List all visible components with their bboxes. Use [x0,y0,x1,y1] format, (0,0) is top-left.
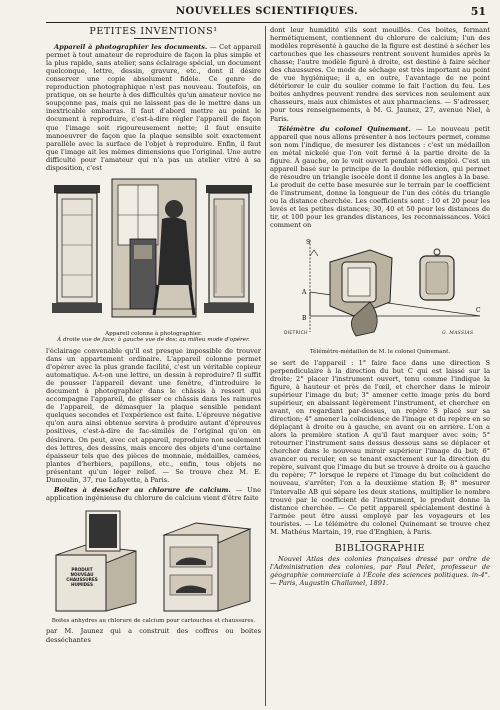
column-apparatus-back [52,185,102,313]
bibliography-entry: Nouvel Atlas des colonies françaises dressé par ordre de l'Administration des colonies, par Paul Pelet, professeur de géographie commerciale à l'École des sciences politiques. in-4°. — Paris, Augustin Challamel, 1891. [270,554,490,587]
operator-scene [112,179,196,317]
article-lead-appareil: Appareil à photographier les documents. [54,43,208,52]
right-column [270,26,490,588]
svg-text:C: C [476,307,481,315]
box-label: PRODUIT NOUVEAU CHAUSSURES HUMIDES [66,566,98,587]
article-telemetre-p1: Télémètre du colonel Quinemant. — Le nouveau petit appareil que nous allons présenter à nos lecteurs permet, comme son nom l'indique, de mesurer les distances : c'est un médaillon en métal nickelé que l'on voit fermé à la partie droite de la figure. À gauche, on le voit ouvert pendant son emploi. C'est un appareil basé sur le principe de la double réflexion, qui permet de résoudre un triangle isocèle dont il donne les angles à la base. Le produit de cette base mesurée sur le terrain par le coefficient de l'instrument, donne la longueur de l'un des côtés du triangle ou la distance cherchée. Les coefficients sont : 10 et 20 pour les levés et les petites distances; 30, 40 et 50 pour les distances de tir, et 100 pour les grandes distances, les reconnaissances. Voici comment on [270,124,490,230]
cartridge-box [56,511,136,611]
figure-boites-anhydres [46,505,261,625]
article-telemetre-p2: se sert de l'appareil : 1° faire face dans une direction S perpendiculaire à la direction du but C qui est laissé sur la droite; 2° placer l'instrument ouvert, tenu comme l'indique la figure, à hauteur et près de l'œil, et chercher dans le miroir supérieur l'image du but; 3° amener cette image près du bord supérieur, en abaissant légèrement l'instrument, et chercher en avant, en regardant par-dessus, un repère S placé sur sa direction; 4° amener la coïncidence de l'image et du repère en se déplaçant à droite ou à gauche, en avant ou en arrière. L'on a alors la première station A qu'il faut marquer avec soin; 5° retourner l'instrument sans dessus dessous sans se déplacer et chercher dans le nouveau miroir supérieur l'image du but; 6° avancer ou reculer, en se tenant exactement sur la direction du repère, suivant que l'image du but se trouve à droite ou à gauche du repère; 7° lorsque le repère et l'image du but coïncident de nouveau, s'arrêter; l'on a la deuxième station B; 8° mesurer l'intervalle AB qui sépare les deux stations, multiplier le nombre trouvé par le coefficient de l'instrument, le produit donne la distance cherchée. — Ce petit appareil spécialement destiné à l'armée peut être aussi employé par les voyageurs et les touristes. — Le télémètre du colonel Quinemant se trouve chez M. Mathéus Martain, 19, rue d'Enghien, à Paris. [270,358,490,536]
figure-caption-telemetre: Télémètre-médaillon de M. le colonel Quinemant. [309,349,451,356]
svg-text:S: S [306,239,311,247]
figure-caption: Appareil colonne à photographier. À droite vue de face; à gauche vue de dos; au milieu mode d'opérer. [57,330,250,344]
article-boites-p2: dont leur humidité s'ils sont mouillés. Ces boites, fermant hermétiquement, contiennent du chlorure de calcium; l'un des modèles représenté à gauche de la figure est destiné à sécher les cartouches que les chasseurs rentrent souvent humides après la chasse; l'autre modèle figuré à droite, est destiné à faire sécher des chaussures. Ce mode de séchage est très important au point de vue hygiénique; il a, en outre, l'avantage de ne point détériorer le cuir du soulier comme le fait l'action du feu. Les boites anhydres peuvent rendre des services non seulement aux chasseurs, mais aux chimistes et aux pharmaciens. — S'adresser, pour tous renseignements, à M. G. Jaunez, 27, avenue Niel, à Paris. [270,26,490,123]
svg-text:B: B [302,315,307,323]
running-header [46,4,488,23]
figure-telemetre [270,232,490,356]
figure-caption-boites: Boites anhydres au chlorure de calcium pour cartouches et chaussures. [51,617,256,624]
svg-text:A: A [302,289,307,297]
engraving-drying-boxes [46,505,261,617]
article-lead-telemetre: Télémètre du colonel Quinemant. [278,124,411,133]
article-boites-p1: Boites à dessécher au chlorure de calcium. — Une application ingénieuse du chlorure de calcium vient d'être faite [46,485,261,502]
engraver-signature-right: G. MASSIAS [442,331,474,337]
closed-medallion [420,249,454,300]
engraving-photo-columns [46,175,261,330]
column-separator [265,26,266,706]
article-lead-boites: Boites à dessécher au chlorure de calcium. [54,485,231,494]
hand-holding-medallion [330,250,392,336]
left-column [46,26,261,645]
figure-appareil-colonne [46,175,261,344]
article-boites-tail: par M. Jaunez qui a construit des coffres ou boites desséchantes [46,627,261,644]
bibliography-title: BIBLIOGRAPHIE [334,542,426,554]
article-appareil-photo-p2: l'éclairage convenable qu'il est presque impossible de trouver dans un appartement ordinaire. L'appareil colonne permet d'opérer avec la plus grande facilité, c'est un véritable copieur automatique. A-t-on une lettre, un dessin à reproduire? Il suffit de pousser l'appareil devant une fenêtre, d'introduire le document à photographier dans le châssis à ressort qui accompagne l'appareil, de glisser ce châssis dans les rainures de l'appareil, de démasquer la plaque sensible pendant quelques secondes et l'expérience est faite. L'épreuve négative qu'on aura ainsi obtenue servira à produire autant d'épreuves positives, c'est-à-dire de fac-similés de l'original qu'on en désirera. On peut, avec cet appareil, reproduire non seulement des lettres, des dessins, mais encore des objets d'une certaine épaisseur tels que des pièces de monnaie, médailles, camées, plantes d'herbiers, papillons, etc., enfin, tous objets ne présentant qu'un léger relief. — Se trouve chez M. E. Dumoulin, 37, rue Lafayette, à Paris. [46,346,261,484]
journal-title: NOUVELLES SCIENTIFIQUES. [175,6,359,17]
article-appareil-photo-p1: Appareil à photographier les documents. — Cet appareil permet à tout amateur de reproduire de façon la plus simple et la plus rapide, sans atelier, sans éclairage spécial, un document quelconque, lettre, dessin, gravure, etc., dont il désire conserver une copie absolument fidèle. Ce genre de reproduction photographique n'est pas nouveau. Toutefois, en pratique, on se heurte à des difficultés qu'un amateur novice ne soupçonne pas, mais qui ne laissent pas de le mettre dans un inextricable embarras. Il faut d'abord mettre au point le document à reproduire, c'est-à-dire régler l'appareil de façon que l'image soit rigoureusement nette; il faut ensuite manoeuvrer de façon que la plaque sensible soit exactement parallèle avec la surface de l'objet à reproduire. Enfin, il faut que l'image ait les mêmes dimensions que l'original. Une autre difficulté pour l'amateur qui n'a pas un atelier vitré à sa disposition, c'est [46,43,261,172]
column-apparatus-front [204,185,254,313]
section-title: PETITES INVENTIONS¹ [46,28,261,39]
shoe-box [164,523,250,611]
engraver-signature-left: DIETRICH [284,331,308,337]
page-number: 51 [470,5,486,18]
